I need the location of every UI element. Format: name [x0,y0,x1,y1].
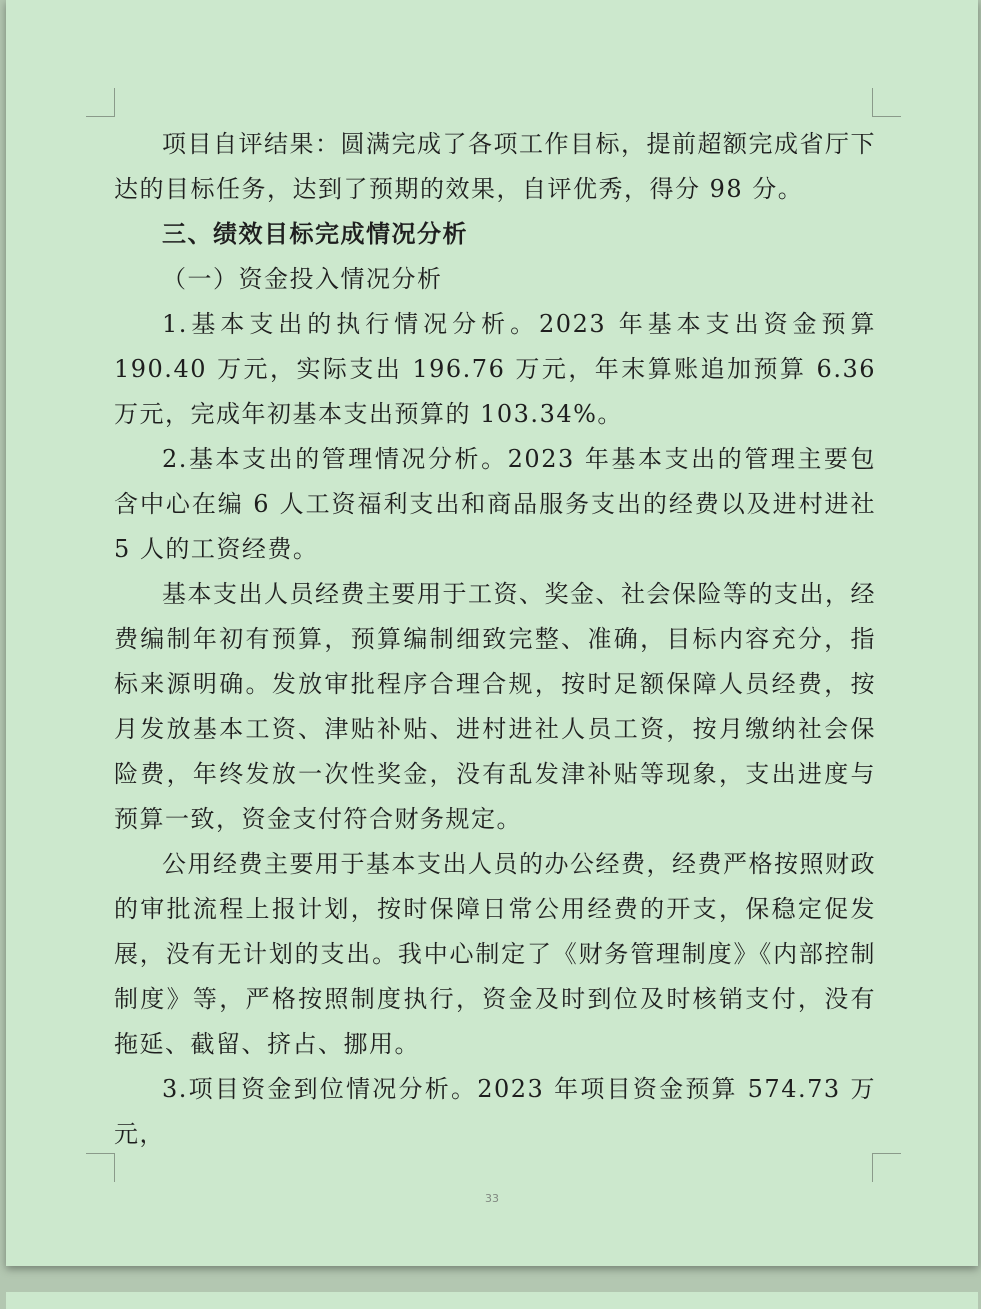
document-page [6,0,978,1266]
section-heading: 三、绩效目标完成情况分析 [162,220,468,248]
paragraph-basic-expenditure-execution: 1.基本支出的执行情况分析。2023 年基本支出资金预算 190.40 万元，实际支出 196.76 万元，年末算账追加预算 6.36 万元，完成年初基本支出预算的 103.34%。 [114,310,876,428]
paragraph-public-expenses: 公用经费主要用于基本支出人员的办公经费，经费严格按照财政的审批流程上报计划，按时保障日常公用经费的开支，保稳定促发展，没有无计划的支出。我中心制定了《财务管理制度》《内部控制制度》等，严格按照制度执行，资金及时到位及时核销支付，没有拖延、截留、挤占、挪用。 [114,850,876,1058]
page-body[interactable] [114,122,876,1157]
paragraph-project-funds: 3.项目资金到位情况分析。2023 年项目资金预算 574.73 万元， [114,1075,876,1148]
paragraph-self-evaluation: 项目自评结果：圆满完成了各项工作目标，提前超额完成省厅下达的目标任务，达到了预期的效果，自评优秀，得分 98 分。 [114,130,876,203]
crop-mark-bottom-right [872,1153,901,1182]
crop-mark-bottom-left [86,1153,115,1182]
next-page-edge [6,1292,978,1309]
subsection-heading: （一）资金投入情况分析 [162,265,443,293]
crop-mark-top-left [86,88,115,117]
paragraph-personnel-expenses: 基本支出人员经费主要用于工资、奖金、社会保险等的支出，经费编制年初有预算，预算编制细致完整、准确，目标内容充分，指标来源明确。发放审批程序合理合规，按时足额保障人员经费，按月发放基本工资、津贴补贴、进村进社人员工资，按月缴纳社会保险费，年终发放一次性奖金，没有乱发津补贴等现象，支出进度与预算一致，资金支付符合财务规定。 [114,580,876,833]
crop-mark-top-right [872,88,901,117]
paragraph-basic-expenditure-management: 2.基本支出的管理情况分析。2023 年基本支出的管理主要包含中心在编 6 人工资福利支出和商品服务支出的经费以及进村进社 5 人的工资经费。 [114,445,876,563]
page-number: 33 [485,1192,499,1205]
